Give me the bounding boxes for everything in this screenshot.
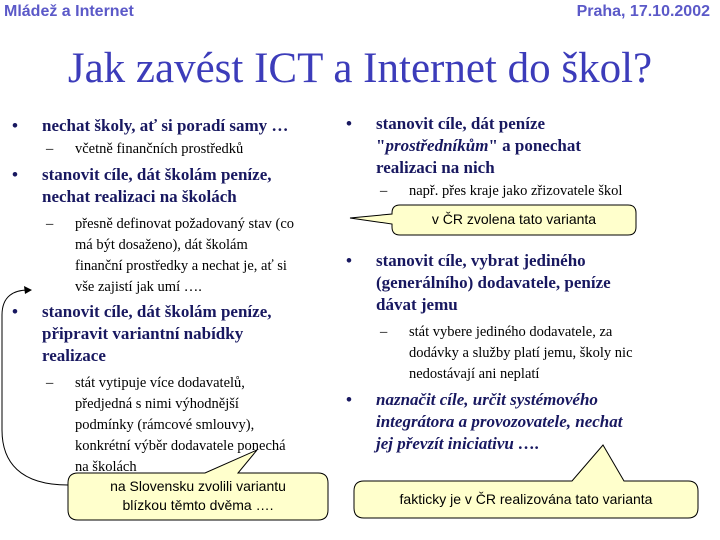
callout-cr-variant: v ČR zvolena tato varianta [431, 211, 597, 227]
callout-slovak: na Slovensku zvolili variantu blízkou těmto dvěma …. [110, 478, 286, 513]
left-bullet-3-sub: – stát vytipuje více dodavatelů, předjedná s nimi výhodnější podmínky (rámcové smlouvy), konkrétní výběr dodavatele ponechá na školách [46, 375, 286, 475]
header-left: Mládež a Internet [4, 3, 134, 20]
right-bullet-2-sub: – stát vybere jediného dodavatele, za dodávky a služby platí jemu, školy nic nedostávají ani neplatí [380, 324, 633, 382]
right-bullet-3: • naznačit cíle, určit systémového integrátora a provozovatele, nechat jej převzít iniciativu …. [346, 390, 623, 453]
header-right: Praha, 17.10.2002 [576, 3, 710, 20]
right-bullet-2: • stanovit cíle, vybrat jediného (generálního) dodavatele, peníze dávat jemu [346, 251, 611, 314]
bullet-dot: • [12, 116, 18, 135]
right-bullet-1-sub: – např. přes kraje jako zřizovatele škol [380, 183, 623, 199]
left-bullet-2-sub: – přesně definovat požadovaný stav (co má být dosaženo), dát školám finanční prostředky a nechat je, ať si vše zajistí jak umí …. [46, 216, 295, 295]
callout-cr-realized: fakticky je v ČR realizována tato varianta [399, 491, 653, 507]
callout-cr-realized-shape [354, 445, 698, 518]
left-bullet-3: • stanovit cíle, dát školám peníze, připravit variantní nabídky realizace [12, 302, 272, 365]
left-bullet-2: • stanovit cíle, dát školám peníze, nechat realizaci na školách [12, 165, 272, 206]
left-column [12, 115, 352, 478]
right-bullet-1: • stanovit cíle, dát peníze "prostředníkům" a ponechat realizaci na nich [346, 114, 581, 177]
left-bullet-1: • nechat školy, ať si poradí samy … [12, 116, 289, 135]
right-column [346, 113, 718, 455]
slide-title: Jak zavést ICT a Internet do škol? [67, 45, 653, 92]
left-bullet-1-sub: – včetně finančních prostředků [46, 141, 244, 157]
